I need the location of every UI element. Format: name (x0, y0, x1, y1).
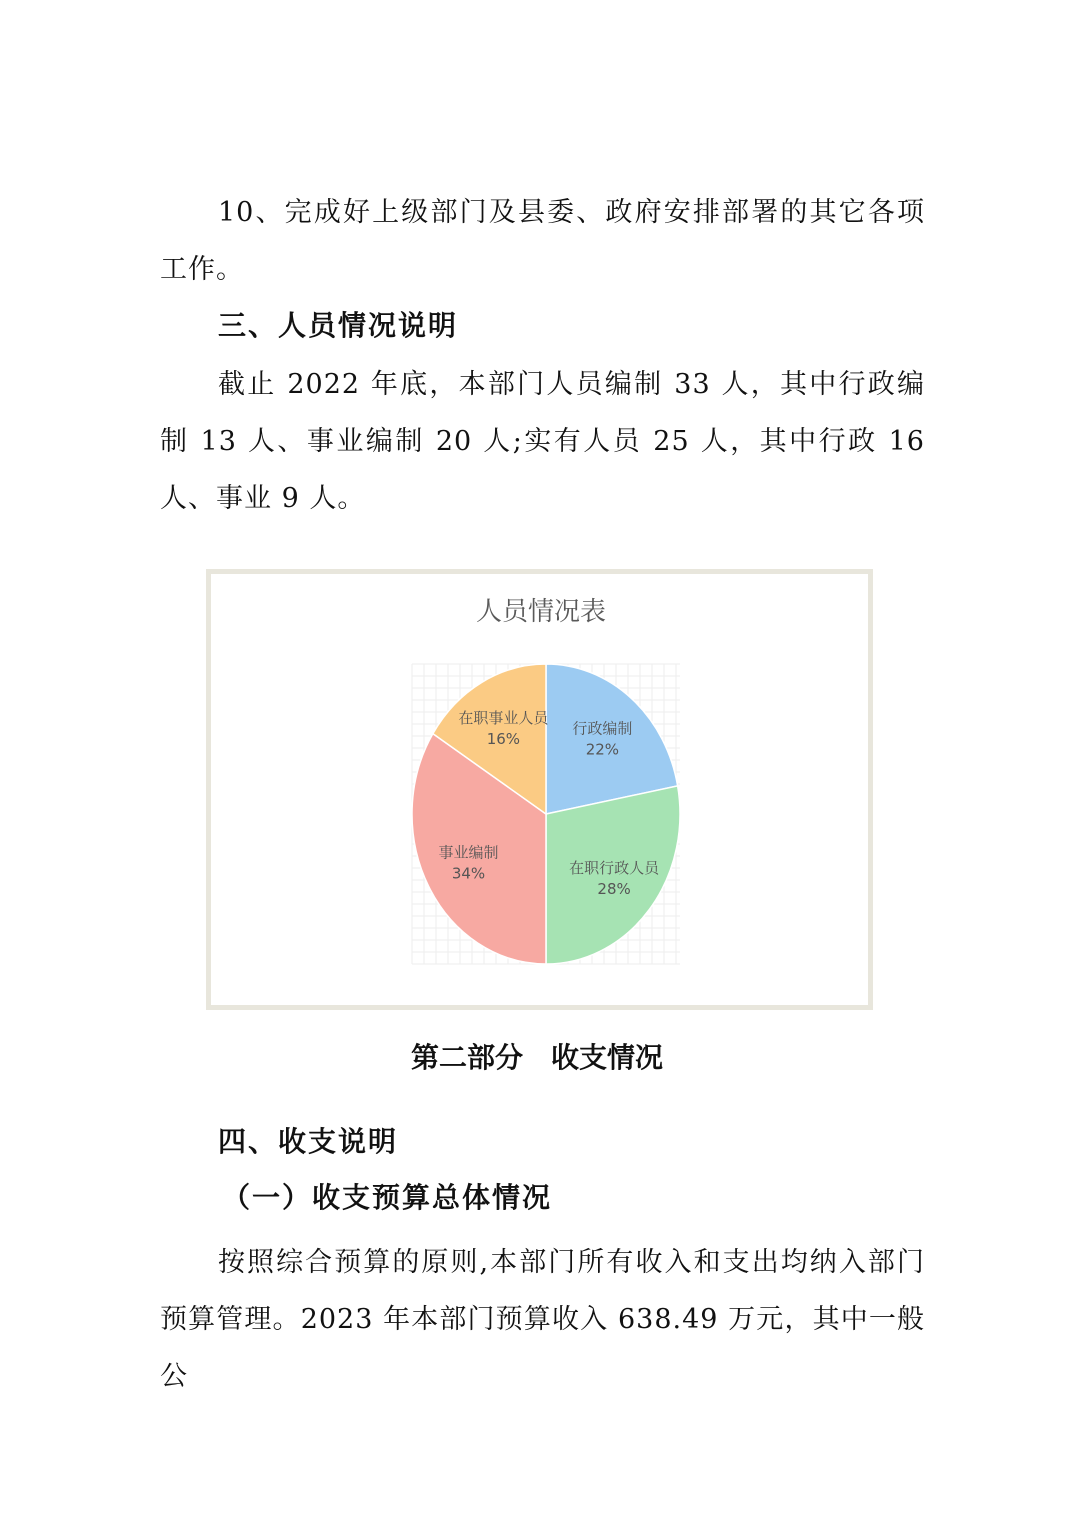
chart-title: 人员情况表 (475, 597, 607, 627)
paragraph-staff: 截止 2022 年底，本部门人员编制 33 人，其中行政编制 13 人、事业编制 20 人;实有人员 25 人，其中行政 16 人、事业 9 人。 (160, 369, 925, 514)
pie-percent-4: 16% (486, 730, 521, 749)
heading-section4: 四、收支说明 (218, 1125, 399, 1158)
pie-label-3: 事业编制 (438, 843, 499, 862)
heading-subsection1: （一）收支预算总体情况 (222, 1181, 553, 1214)
pie-label-4: 在职事业人员 (458, 709, 549, 728)
paragraph-item10: 10、完成好上级部门及县委、政府安排部署的其它各项工作。 (160, 197, 925, 285)
pie-label-1: 行政编制 (572, 719, 633, 738)
pie-percent-1: 22% (585, 740, 620, 759)
paragraph-budget: 按照综合预算的原则,本部门所有收入和支出均纳入部门预算管理。2023 年本部门预算收入 638.49 万元，其中一般公 (160, 1247, 925, 1392)
pie-percent-3: 34% (451, 864, 486, 883)
pie-percent-2: 28% (597, 880, 631, 899)
staff-pie-chart (206, 569, 873, 1010)
part-title: 第二部分 收支情况 (410, 1041, 663, 1074)
pie-label-2: 在职行政人员 (569, 859, 660, 878)
heading-section3: 三、人员情况说明 (218, 309, 459, 342)
